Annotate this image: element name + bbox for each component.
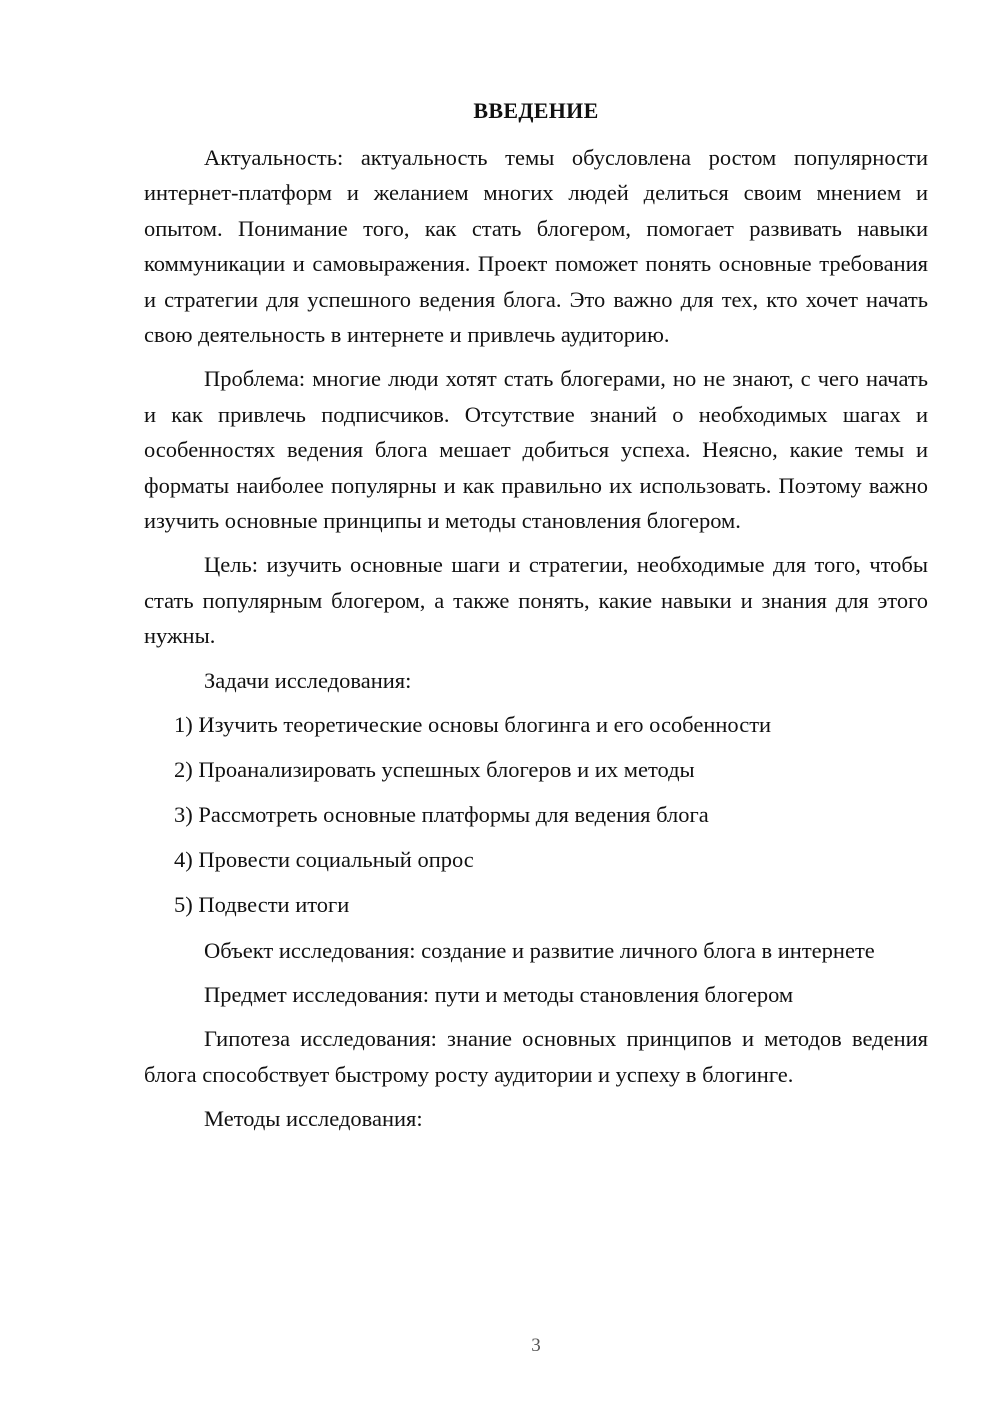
paragraph-subject: Предмет исследования: пути и методы становления блогером bbox=[204, 981, 794, 1007]
list-item: 3) Рассмотреть основные платформы для ведения блога bbox=[174, 802, 709, 828]
page-number: 3 bbox=[531, 1335, 541, 1356]
list-item: 5) Подвести итоги bbox=[174, 892, 350, 918]
list-item: 4) Провести социальный опрос bbox=[174, 847, 474, 873]
list-item: 1) Изучить теоретические основы блогинга и его особенности bbox=[174, 712, 772, 738]
paragraph-hypothesis: Гипотеза исследования: знание основных принципов и методов ведения блога способствует быстрому росту аудитории и успеху в блогинге. bbox=[144, 1026, 928, 1087]
list-item: 2) Проанализировать успешных блогеров и их методы bbox=[174, 757, 695, 783]
paragraph-methods: Методы исследования: bbox=[204, 1106, 423, 1132]
document-page bbox=[144, 96, 928, 1146]
tasks-list bbox=[144, 707, 928, 923]
paragraph-relevance: Актуальность: актуальность темы обусловлена ростом популярности интернет-платформ и желанием многих людей делиться своим мнением и опытом. Понимание того, как стать блогером, помогает развивать навыки коммуникации и самовыражения. Проект поможет понять основные требования и стратегии для успешного ведения блога. Это важно для тех, кто хочет начать свою деятельность в интернете и привлечь аудиторию. bbox=[144, 145, 928, 348]
paragraph-goal: Цель: изучить основные шаги и стратегии, необходимые для того, чтобы стать популярным блогером, а также понять, какие навыки и знания для этого нужны. bbox=[144, 552, 928, 649]
paragraph-tasks-heading: Задачи исследования: bbox=[204, 667, 412, 693]
paragraph-problem: Проблема: многие люди хотят стать блогерами, но не знают, с чего начать и как привлечь подписчиков. Отсутствие знаний о необходимых шагах и особенностях ведения блога мешает добиться успеха. Неясно, какие темы и форматы наиболее популярны и как правильно их использовать. Поэтому важно изучить основные принципы и методы становления блогером. bbox=[144, 366, 928, 534]
section-heading: ВВЕДЕНИЕ bbox=[473, 98, 599, 123]
paragraph-object: Объект исследования: создание и развитие личного блога в интернете bbox=[204, 937, 875, 963]
